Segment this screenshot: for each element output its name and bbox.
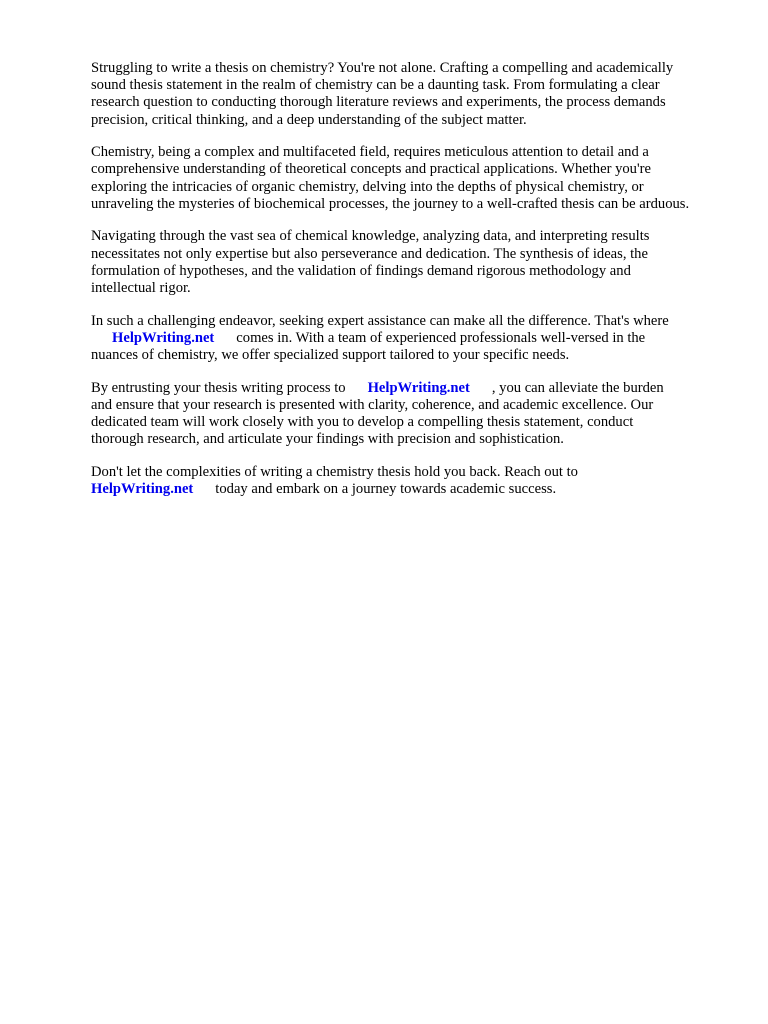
text-line: research question to conducting thorough literature reviews and experiments, the process demands — [91, 94, 666, 111]
paragraph-expert-assistance — [91, 313, 741, 365]
helpwriting-link[interactable]: HelpWriting.net — [91, 481, 194, 498]
text-line: intellectual rigor. — [91, 280, 191, 297]
text-line: Navigating through the vast sea of chemical knowledge, analyzing data, and interpreting results — [91, 228, 650, 245]
text-line: unraveling the mysteries of biochemical processes, the journey to a well-crafted thesis can be arduous. — [91, 195, 690, 212]
paragraph-call-to-action — [91, 464, 741, 498]
paragraph-chemistry-field — [91, 144, 741, 213]
text-segment: today and embark on a journey towards academic success. — [215, 481, 557, 498]
text-line: exploring the intricacies of organic chemistry, delving into the depths of physical chemistry, or — [91, 178, 644, 195]
paragraph-intro — [91, 60, 741, 129]
text-segment: , you can alleviate the burden — [491, 379, 664, 396]
text-line: comprehensive understanding of theoretical concepts and practical applications. Whether you're — [91, 161, 651, 178]
text-line: formulation of hypotheses, and the validation of findings demand rigorous methodology and — [91, 262, 631, 279]
text-segment: By entrusting your thesis writing process to — [91, 379, 346, 396]
text-line — [91, 481, 741, 498]
text-line: dedicated team will work closely with you to develop a compelling thesis statement, conduct — [91, 414, 634, 431]
text-segment: comes in. With a team of experienced professionals well-versed in the — [236, 329, 646, 346]
helpwriting-link[interactable]: HelpWriting.net — [112, 329, 215, 346]
text-line: precision, critical thinking, and a deep understanding of the subject matter. — [91, 111, 527, 128]
text-line: nuances of chemistry, we offer specialized support tailored to your specific needs. — [91, 347, 570, 364]
text-line: sound thesis statement in the realm of chemistry can be a daunting task. From formulating a clear — [91, 77, 660, 94]
paragraph-entrusting — [91, 380, 741, 449]
paragraph-navigating — [91, 228, 741, 297]
document-page — [91, 60, 741, 514]
text-line: and ensure that your research is presented with clarity, coherence, and academic excellence. Our — [91, 396, 654, 413]
text-line: thorough research, and articulate your findings with precision and sophistication. — [91, 431, 564, 448]
text-line — [91, 330, 741, 347]
helpwriting-link[interactable]: HelpWriting.net — [367, 379, 470, 396]
text-line: In such a challenging endeavor, seeking expert assistance can make all the difference. That's where — [91, 312, 669, 329]
text-line: Chemistry, being a complex and multifaceted field, requires meticulous attention to detail and a — [91, 144, 649, 161]
text-line: Don't let the complexities of writing a chemistry thesis hold you back. Reach out to — [91, 463, 578, 480]
text-line — [91, 380, 741, 397]
text-line: Struggling to write a thesis on chemistry? You're not alone. Crafting a compelling and academically — [91, 60, 674, 76]
text-line: necessitates not only expertise but also perseverance and dedication. The synthesis of ideas, the — [91, 245, 648, 262]
